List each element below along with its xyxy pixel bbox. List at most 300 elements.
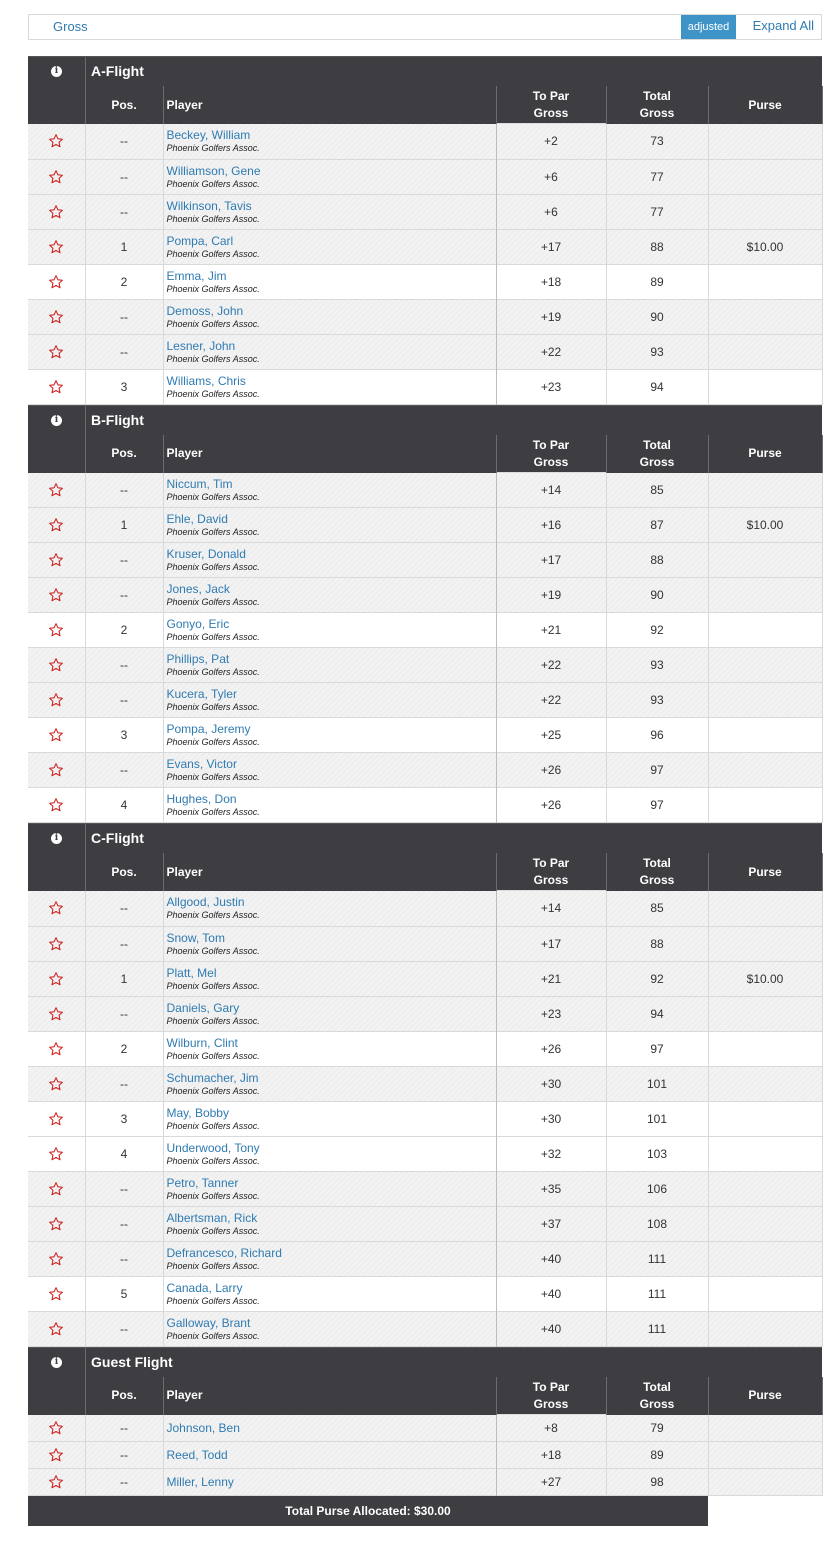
total-header-line1: Total: [643, 856, 671, 870]
table-row: [28, 1241, 822, 1276]
purse-cell: [708, 1136, 822, 1171]
position-cell: --: [85, 926, 163, 961]
player-name-link[interactable]: Niccum, Tim: [166, 476, 233, 491]
player-cell: [163, 1415, 496, 1442]
position-cell: --: [85, 194, 163, 229]
player-cell: [163, 1101, 496, 1136]
position-cell: --: [85, 1415, 163, 1442]
topar-column-header[interactable]: [496, 1377, 606, 1415]
purse-cell: [708, 1101, 822, 1136]
purse-cell: $10.00: [708, 508, 822, 543]
flight-header: [28, 1347, 822, 1377]
player-name-link[interactable]: Williamson, Gene: [166, 163, 261, 178]
table-row: [28, 613, 822, 648]
purse-column-header[interactable]: Purse: [708, 1377, 822, 1415]
flight-section: [28, 1347, 822, 1497]
position-cell: --: [85, 334, 163, 369]
star-outline-icon[interactable]: [48, 274, 64, 288]
star-outline-icon[interactable]: [48, 1181, 64, 1195]
player-cell: [163, 926, 496, 961]
player-cell: [163, 159, 496, 194]
player-name-link[interactable]: Pompa, Carl: [166, 233, 234, 248]
purse-cell: [708, 1241, 822, 1276]
player-cell: [163, 1442, 496, 1469]
position-cell: 5: [85, 1276, 163, 1311]
table-row: [28, 473, 822, 508]
star-outline-icon[interactable]: [48, 587, 64, 601]
star-outline-icon[interactable]: [48, 517, 64, 531]
star-outline-icon[interactable]: [48, 1076, 64, 1090]
table-row: [28, 543, 822, 578]
star-outline-icon[interactable]: [48, 1146, 64, 1160]
star-outline-icon[interactable]: [48, 900, 64, 914]
player-name-link[interactable]: Gonyo, Eric: [166, 617, 230, 631]
position-cell: --: [85, 996, 163, 1031]
table-row: [28, 578, 822, 613]
pos-column-header[interactable]: Pos.: [85, 853, 163, 891]
player-name-link[interactable]: Johnson, Ben: [166, 1420, 240, 1435]
total-gross-cell: 73: [606, 124, 708, 159]
player-cell: [163, 1276, 496, 1311]
topar-cell: +23: [496, 996, 606, 1031]
topar-header-line2: Gross: [533, 1396, 569, 1411]
purse-cell: [708, 788, 822, 823]
player-club: Phoenix Golfers Assoc.: [166, 178, 260, 189]
player-cell: [163, 788, 496, 823]
player-club: Phoenix Golfers Assoc.: [166, 562, 260, 572]
topar-cell: +30: [496, 1066, 606, 1101]
star-outline-icon[interactable]: [48, 309, 64, 323]
player-club: Phoenix Golfers Assoc.: [166, 597, 260, 607]
player-club: Phoenix Golfers Assoc.: [166, 491, 260, 502]
total-header-line2: Gross: [639, 1396, 675, 1411]
purse-cell: [708, 891, 822, 926]
topar-cell: +27: [496, 1469, 606, 1496]
player-cell: [163, 613, 496, 648]
info-icon: i: [51, 66, 62, 77]
star-outline-icon[interactable]: [48, 727, 64, 741]
topar-header-line1: To Par: [532, 856, 570, 870]
total-gross-cell: 106: [606, 1171, 708, 1206]
topar-header-line1: To Par: [532, 1379, 570, 1394]
purse-cell: [708, 996, 822, 1031]
player-name-link[interactable]: Daniels, Gary: [166, 1000, 240, 1015]
purse-cell: [708, 926, 822, 961]
table-row: [28, 961, 822, 996]
player-cell: [163, 891, 496, 926]
star-outline-icon[interactable]: [48, 1474, 64, 1488]
player-club: Phoenix Golfers Assoc.: [166, 632, 260, 642]
topar-column-header[interactable]: [496, 435, 606, 473]
total-gross-cell: 88: [606, 926, 708, 961]
player-club: Phoenix Golfers Assoc.: [166, 945, 260, 956]
player-cell: [163, 508, 496, 543]
player-column-header[interactable]: Player: [163, 1377, 496, 1415]
table-row: [28, 1415, 822, 1442]
favorite-cell: [28, 1415, 85, 1442]
star-outline-icon[interactable]: [48, 797, 64, 811]
topar-cell: +26: [496, 753, 606, 788]
star-outline-icon[interactable]: [48, 1447, 64, 1461]
player-name-link[interactable]: Evans, Victor: [166, 757, 237, 771]
purse-cell: [708, 718, 822, 753]
favorite-cell: [28, 124, 85, 159]
table-header-row: [28, 435, 822, 473]
total-gross-cell: 77: [606, 194, 708, 229]
favorite-column-header: [28, 86, 85, 124]
purse-cell: [708, 369, 822, 404]
flight-section: [28, 405, 822, 824]
player-name-link[interactable]: Platt, Mel: [166, 965, 217, 980]
player-name-link[interactable]: Demoss, John: [166, 303, 244, 318]
star-outline-icon[interactable]: [48, 1420, 64, 1434]
pos-column-header[interactable]: Pos.: [85, 86, 163, 124]
player-cell: [163, 753, 496, 788]
position-cell: 3: [85, 718, 163, 753]
topar-cell: +26: [496, 788, 606, 823]
total-gross-cell: 93: [606, 648, 708, 683]
favorite-cell: [28, 1066, 85, 1101]
player-club: Phoenix Golfers Assoc.: [166, 1120, 260, 1131]
total-gross-cell: 103: [606, 1136, 708, 1171]
player-name-link[interactable]: Miller, Lenny: [166, 1475, 234, 1489]
player-club: Phoenix Golfers Assoc.: [166, 1260, 260, 1271]
flight-title: A-Flight: [91, 63, 144, 79]
favorite-cell: [28, 1311, 85, 1346]
player-cell: [163, 1206, 496, 1241]
total-column-header[interactable]: [606, 435, 708, 473]
player-cell: [163, 996, 496, 1031]
favorite-cell: [28, 578, 85, 613]
gross-toggle[interactable]: Gross: [53, 19, 88, 34]
player-name-link[interactable]: Petro, Tanner: [166, 1175, 239, 1190]
star-outline-icon[interactable]: [48, 1006, 64, 1020]
topar-cell: +26: [496, 1031, 606, 1066]
player-column-header[interactable]: Player: [163, 435, 496, 473]
total-gross-cell: 87: [606, 508, 708, 543]
topar-header-line1: To Par: [532, 89, 570, 103]
star-outline-icon[interactable]: [48, 622, 64, 636]
flight-header: [28, 405, 822, 435]
player-name-link[interactable]: Reed, Todd: [166, 1448, 228, 1462]
table-row: [28, 124, 822, 159]
total-gross-cell: 93: [606, 683, 708, 718]
topar-cell: +23: [496, 369, 606, 404]
topar-cell: +21: [496, 961, 606, 996]
player-name-link[interactable]: Galloway, Brant: [166, 1315, 251, 1330]
player-cell: [163, 473, 496, 508]
pos-column-header[interactable]: Pos.: [85, 1377, 163, 1415]
info-icon: i: [51, 415, 62, 426]
topar-column-header[interactable]: [496, 86, 606, 124]
position-cell: --: [85, 1171, 163, 1206]
position-cell: --: [85, 473, 163, 508]
topar-cell: +8: [496, 1415, 606, 1442]
total-gross-cell: 77: [606, 159, 708, 194]
favorite-cell: [28, 229, 85, 264]
purse-column-header[interactable]: Purse: [708, 86, 822, 124]
player-cell: [163, 124, 496, 159]
total-gross-cell: 93: [606, 334, 708, 369]
favorite-cell: [28, 891, 85, 926]
scoring-toolbar: [28, 14, 822, 40]
expand-all-link[interactable]: Expand All: [752, 18, 814, 33]
topar-cell: +21: [496, 613, 606, 648]
total-header-line1: Total: [643, 1379, 671, 1394]
star-outline-icon[interactable]: [48, 169, 64, 183]
pos-column-header[interactable]: Pos.: [85, 435, 163, 473]
position-cell: --: [85, 1469, 163, 1496]
player-name-link[interactable]: Wilburn, Clint: [166, 1035, 238, 1050]
purse-cell: [708, 1276, 822, 1311]
table-row: [28, 229, 822, 264]
player-club: Phoenix Golfers Assoc.: [166, 1015, 260, 1026]
flight-info-button[interactable]: [28, 57, 86, 86]
player-name-link[interactable]: Ehle, David: [166, 512, 228, 526]
star-outline-icon[interactable]: [48, 344, 64, 358]
purse-cell: $10.00: [708, 229, 822, 264]
favorite-column-header: [28, 1377, 85, 1415]
info-icon: i: [51, 833, 62, 844]
flight-info-button[interactable]: [28, 824, 86, 853]
position-cell: --: [85, 1206, 163, 1241]
flight-table: [28, 853, 823, 1347]
star-outline-icon[interactable]: [48, 1216, 64, 1230]
total-gross-cell: 111: [606, 1276, 708, 1311]
player-column-header[interactable]: Player: [163, 853, 496, 891]
favorite-column-header: [28, 435, 85, 473]
player-cell: [163, 264, 496, 299]
player-cell: [163, 1469, 496, 1496]
player-name-link[interactable]: Canada, Larry: [166, 1280, 243, 1295]
position-cell: 2: [85, 613, 163, 648]
favorite-cell: [28, 961, 85, 996]
star-outline-icon[interactable]: [48, 239, 64, 253]
topar-cell: +17: [496, 543, 606, 578]
flight-table: [28, 1377, 823, 1497]
total-gross-cell: 92: [606, 613, 708, 648]
flight-header: [28, 823, 822, 853]
topar-cell: +30: [496, 1101, 606, 1136]
player-name-link[interactable]: Defrancesco, Richard: [166, 1245, 282, 1260]
favorite-cell: [28, 753, 85, 788]
player-cell: [163, 369, 496, 404]
star-outline-icon[interactable]: [48, 657, 64, 671]
star-outline-icon[interactable]: [48, 1286, 64, 1300]
table-row: [28, 1101, 822, 1136]
star-outline-icon[interactable]: [48, 692, 64, 706]
purse-column-header[interactable]: Purse: [708, 435, 822, 473]
table-row: [28, 1469, 822, 1496]
topar-cell: +25: [496, 718, 606, 753]
total-header-line2: Gross: [639, 106, 675, 120]
table-row: [28, 1171, 822, 1206]
player-name-link[interactable]: Phillips, Pat: [166, 652, 230, 666]
player-cell: [163, 194, 496, 229]
player-name-link[interactable]: Allgood, Justin: [166, 895, 245, 910]
star-outline-icon[interactable]: [48, 762, 64, 776]
flight-info-button[interactable]: [28, 1348, 86, 1377]
star-outline-icon[interactable]: [48, 379, 64, 393]
total-gross-cell: 88: [606, 229, 708, 264]
star-outline-icon[interactable]: [48, 482, 64, 496]
table-row: [28, 1276, 822, 1311]
total-header-line1: Total: [643, 437, 671, 452]
favorite-cell: [28, 543, 85, 578]
flight-section: [28, 823, 822, 1347]
player-cell: [163, 961, 496, 996]
player-name-link[interactable]: Beckey, William: [166, 128, 251, 143]
flight-title: B-Flight: [91, 411, 144, 428]
favorite-cell: [28, 1241, 85, 1276]
flight-info-button[interactable]: [28, 406, 86, 435]
purse-cell: [708, 648, 822, 683]
favorite-cell: [28, 1469, 85, 1496]
purse-column-header[interactable]: Purse: [708, 853, 822, 891]
topar-cell: +19: [496, 578, 606, 613]
table-row: [28, 334, 822, 369]
total-column-header[interactable]: [606, 853, 708, 891]
player-name-link[interactable]: Emma, Jim: [166, 268, 227, 283]
star-outline-icon[interactable]: [48, 204, 64, 218]
position-cell: --: [85, 1241, 163, 1276]
topar-cell: +19: [496, 299, 606, 334]
table-row: [28, 194, 822, 229]
purse-cell: [708, 613, 822, 648]
total-column-header[interactable]: [606, 1377, 708, 1415]
favorite-cell: [28, 1206, 85, 1241]
purse-cell: [708, 1031, 822, 1066]
flight-header: [28, 56, 822, 86]
player-name-link[interactable]: Kucera, Tyler: [166, 687, 237, 701]
star-outline-icon[interactable]: [48, 971, 64, 985]
topar-cell: +17: [496, 229, 606, 264]
star-outline-icon[interactable]: [48, 133, 64, 147]
player-name-link[interactable]: Wilkinson, Tavis: [166, 198, 252, 213]
topar-cell: +16: [496, 508, 606, 543]
total-header-line2: Gross: [639, 454, 675, 469]
player-club: Phoenix Golfers Assoc.: [166, 1155, 260, 1166]
player-name-link[interactable]: Albertsman, Rick: [166, 1210, 258, 1225]
purse-cell: [708, 334, 822, 369]
player-name-link[interactable]: Jones, Jack: [166, 582, 230, 596]
player-name-link[interactable]: Snow, Tom: [166, 930, 225, 945]
purse-cell: [708, 1415, 822, 1442]
player-name-link[interactable]: May, Bobby: [166, 1105, 229, 1120]
position-cell: 3: [85, 1101, 163, 1136]
total-gross-cell: 79: [606, 1415, 708, 1442]
star-outline-icon[interactable]: [48, 1041, 64, 1055]
topar-cell: +2: [496, 124, 606, 159]
player-club: Phoenix Golfers Assoc.: [166, 910, 260, 921]
position-cell: --: [85, 683, 163, 718]
favorite-cell: [28, 1442, 85, 1469]
position-cell: --: [85, 891, 163, 926]
table-row: [28, 508, 822, 543]
star-outline-icon[interactable]: [48, 936, 64, 950]
total-gross-cell: 85: [606, 473, 708, 508]
position-cell: --: [85, 124, 163, 159]
table-row: [28, 926, 822, 961]
player-cell: [163, 1136, 496, 1171]
topar-header-line2: Gross: [533, 106, 569, 120]
topar-column-header[interactable]: [496, 853, 606, 891]
favorite-cell: [28, 264, 85, 299]
purse-cell: [708, 159, 822, 194]
favorite-cell: [28, 1031, 85, 1066]
topar-cell: +40: [496, 1311, 606, 1346]
player-club: Phoenix Golfers Assoc.: [166, 1190, 260, 1201]
leaderboard: [28, 14, 822, 1526]
star-outline-icon[interactable]: [48, 1251, 64, 1265]
purse-cell: [708, 1206, 822, 1241]
topar-cell: +6: [496, 159, 606, 194]
purse-cell: [708, 578, 822, 613]
player-name-link[interactable]: Lesner, John: [166, 338, 236, 353]
favorite-cell: [28, 683, 85, 718]
position-cell: 4: [85, 788, 163, 823]
player-name-link[interactable]: Williams, Chris: [166, 373, 246, 388]
total-gross-cell: 89: [606, 264, 708, 299]
player-name-link[interactable]: Hughes, Don: [166, 792, 237, 806]
star-outline-icon[interactable]: [48, 552, 64, 566]
favorite-cell: [28, 508, 85, 543]
total-purse-footer: Total Purse Allocated: $30.00: [28, 1496, 708, 1526]
topar-header-line2: Gross: [533, 454, 569, 469]
star-outline-icon[interactable]: [48, 1321, 64, 1335]
topar-cell: +14: [496, 891, 606, 926]
player-name-link[interactable]: Underwood, Tony: [166, 1140, 260, 1155]
topar-header-line1: To Par: [532, 437, 570, 452]
purse-cell: [708, 1442, 822, 1469]
player-name-link[interactable]: Pompa, Jeremy: [166, 722, 251, 736]
star-outline-icon[interactable]: [48, 1111, 64, 1125]
topar-cell: +18: [496, 1442, 606, 1469]
total-gross-cell: 85: [606, 891, 708, 926]
topar-cell: +35: [496, 1171, 606, 1206]
total-column-header[interactable]: [606, 86, 708, 124]
favorite-cell: [28, 473, 85, 508]
player-cell: [163, 683, 496, 718]
position-cell: 2: [85, 1031, 163, 1066]
favorite-cell: [28, 159, 85, 194]
player-club: Phoenix Golfers Assoc.: [166, 807, 260, 817]
favorite-cell: [28, 1171, 85, 1206]
favorite-cell: [28, 1136, 85, 1171]
total-gross-cell: 101: [606, 1101, 708, 1136]
purse-cell: [708, 299, 822, 334]
player-column-header[interactable]: Player: [163, 86, 496, 124]
player-name-link[interactable]: Kruser, Donald: [166, 547, 246, 561]
player-name-link[interactable]: Schumacher, Jim: [166, 1070, 259, 1085]
table-row: [28, 264, 822, 299]
table-row: [28, 299, 822, 334]
topar-cell: +6: [496, 194, 606, 229]
adjusted-button[interactable]: adjusted: [681, 15, 736, 39]
table-header-row: [28, 86, 822, 124]
position-cell: --: [85, 159, 163, 194]
table-row: [28, 683, 822, 718]
favorite-cell: [28, 718, 85, 753]
player-club: Phoenix Golfers Assoc.: [166, 1085, 260, 1096]
player-cell: [163, 543, 496, 578]
table-row: [28, 1066, 822, 1101]
total-gross-cell: 98: [606, 1469, 708, 1496]
player-club: Phoenix Golfers Assoc.: [166, 980, 260, 991]
topar-cell: +22: [496, 648, 606, 683]
position-cell: 1: [85, 229, 163, 264]
favorite-column-header: [28, 853, 85, 891]
